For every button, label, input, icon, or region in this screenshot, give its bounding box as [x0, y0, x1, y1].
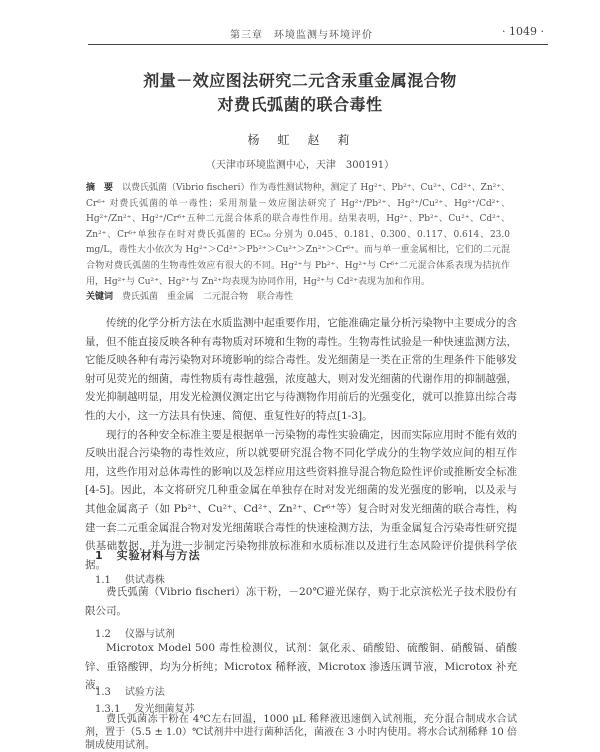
intro-paragraph-2: 现行的各种安全标准主要是根据单一污染物的毒性实验确定，因而实际应用时不能有效的反映出混合污染物的毒性效应，所以就要研究混合物不同化学成分的生物学效应间的相互作用，这些作用对总体毒性的影响以及怎样应用这些资料推导混合物危险性评价或推断安全标准[4-5]。因此，本文将研究几种重金属在单独存在时对发光细菌的发光强度的影响，以及汞与其他金属离子（如 Pb²⁺、Cu²⁺、Cd²⁺、Zn²⁺、Cr⁶⁺等）复合时对发光细菌的联合毒性，构建一套二元重金属混合物对发光细菌联合毒性的快速检测方法，为重金属复合污染毒性研究提供基础数据，并为进一步制定污染物排放标准和水质标准以及进行生态风险评价提供科学依据。 — [85, 428, 517, 571]
subsection-1-1-body — [85, 583, 517, 620]
section-number: 1 — [95, 549, 103, 562]
subsection-1-3-heading — [95, 683, 165, 698]
subsection-number: 1.2 — [95, 629, 111, 640]
subsection-number: 1.1 — [95, 575, 111, 586]
subsection-1-3-1-text: 费氏弧菌冻干粉在 4℃左右回温，1000 μL 稀释液迅速倒入试剂瓶，充分混合制成水合试剂，置于（5.5 ± 1.0）℃试剂井中进行菌种活化，菌液在 3 小时内使用。将水合试剂稀释 10 倍制成使用试剂。 — [85, 714, 517, 751]
subsection-title: 试验方法 — [124, 687, 165, 698]
abstract — [86, 181, 510, 306]
subsection-title: 发光细菌复苏 — [134, 704, 195, 715]
paper-title-line-1: 剂量－效应图法研究二元含汞重金属混合物 — [143, 71, 457, 90]
keywords-text: 费氏弧菌 重金属 二元混合物 联合毒性 — [122, 292, 294, 303]
subsection-title: 仪器与试剂 — [124, 629, 175, 640]
intro-body — [85, 314, 517, 574]
subsection-1-2-heading — [95, 625, 175, 640]
subsection-title: 供试毒株 — [124, 575, 165, 586]
intro-paragraph-1: 传统的化学分析方法在水质监测中起重要作用，它能准确定量分析污染物中主要成分的含量，但不能直接反映各种有毒物质对环境和生物的毒性。生物毒性试验是一种快速监测方法，它能反映各种有毒污染物对环境影响的综合毒性。发光细菌是一类在正常的生理条件下能够发射可见荧光的细菌，毒性物质有毒性越强，浓度越大，则对发光细菌的代谢作用的抑制越强，发光抑制越明显，用发光检测仪测定出它与待测物作用前后的光强变化，就可以推算出综合毒性的大小，这一方法具有快速、简便、重复性好的特点[1-3]。 — [85, 317, 517, 422]
abstract-text: 以费氏弧菌（Vibrio fischeri）作为毒性测试物种，测定了 Hg²⁺、Pb²⁺、Cu²⁺、Cd²⁺、Zn²⁺、Cr⁶⁺ 对费氏弧菌的单一毒性；采用剂量－效应图法研究了 Hg²⁺/Pb²⁺、Hg²⁺/Cu²⁺、Hg²⁺/Cd²⁺、Hg²⁺/Zn²⁺、Hg²⁺/Cr⁶⁺五种二元混合体系的联合毒性作用。结果表明，Hg²⁺、Pb²⁺、Cu²⁺、Cd²⁺、Zn²⁺、Cr⁶⁺单独存在时对费氏弧菌的 EC₅₀ 分别为 0.045、0.181、0.300、0.117、0.614、23.0 mg/L，毒性大小依次为 Hg²⁺＞Cd²⁺＞Pb²⁺＞Cu²⁺＞Zn²⁺＞Cr⁶⁺。而与单一重金属相比，它们的二元混合物对费氏弧菌的生物毒性效应有很大的不同。Hg²⁺与 Pb²⁺、Hg²⁺与 Cr⁶⁺二元混合体系表现为拮抗作用，Hg²⁺与 Cu²⁺、Hg²⁺与 Zn²⁺均表现为协同作用，Hg²⁺与 Cd²⁺表现为加和作用。 — [86, 183, 510, 287]
subsection-1-2-text: Microtox Model 500 毒性检测仪，试剂：氯化汞、硝酸铅、硫酸铜、硝酸镉、硝酸锌、重铬酸钾，均为分析纯；Microtox 稀释液，Microtox 渗透压调节液，Microtox 补充液。 — [85, 642, 517, 692]
page-number: · 1049 · — [502, 25, 544, 38]
abstract-label: 摘 要 — [86, 183, 114, 193]
keywords-label: 关键词 — [86, 292, 114, 303]
subsection-number: 1.3 — [95, 687, 111, 698]
subsection-1-1-text: 费氏弧菌（Vibrio fischeri）冻干粉，－20℃避光保存，购于北京滨松光子技术股份有限公司。 — [85, 586, 517, 617]
running-header-title: 第三章 环境监测与环境评价 — [230, 30, 373, 41]
keywords — [86, 290, 510, 306]
subsection-number: 1.3.1 — [95, 704, 121, 715]
paper-title-line-2: 对费氏弧菌的联合毒性 — [217, 95, 383, 114]
running-header — [88, 22, 548, 45]
subsection-1-3-1-body — [85, 713, 517, 752]
section-title: 实验材料与方法 — [116, 549, 201, 562]
authors: 杨 虹 赵 莉 — [247, 133, 353, 147]
affiliation: （天津市环境监测中心，天津 300191） — [205, 160, 395, 171]
section-1-heading — [95, 547, 201, 563]
